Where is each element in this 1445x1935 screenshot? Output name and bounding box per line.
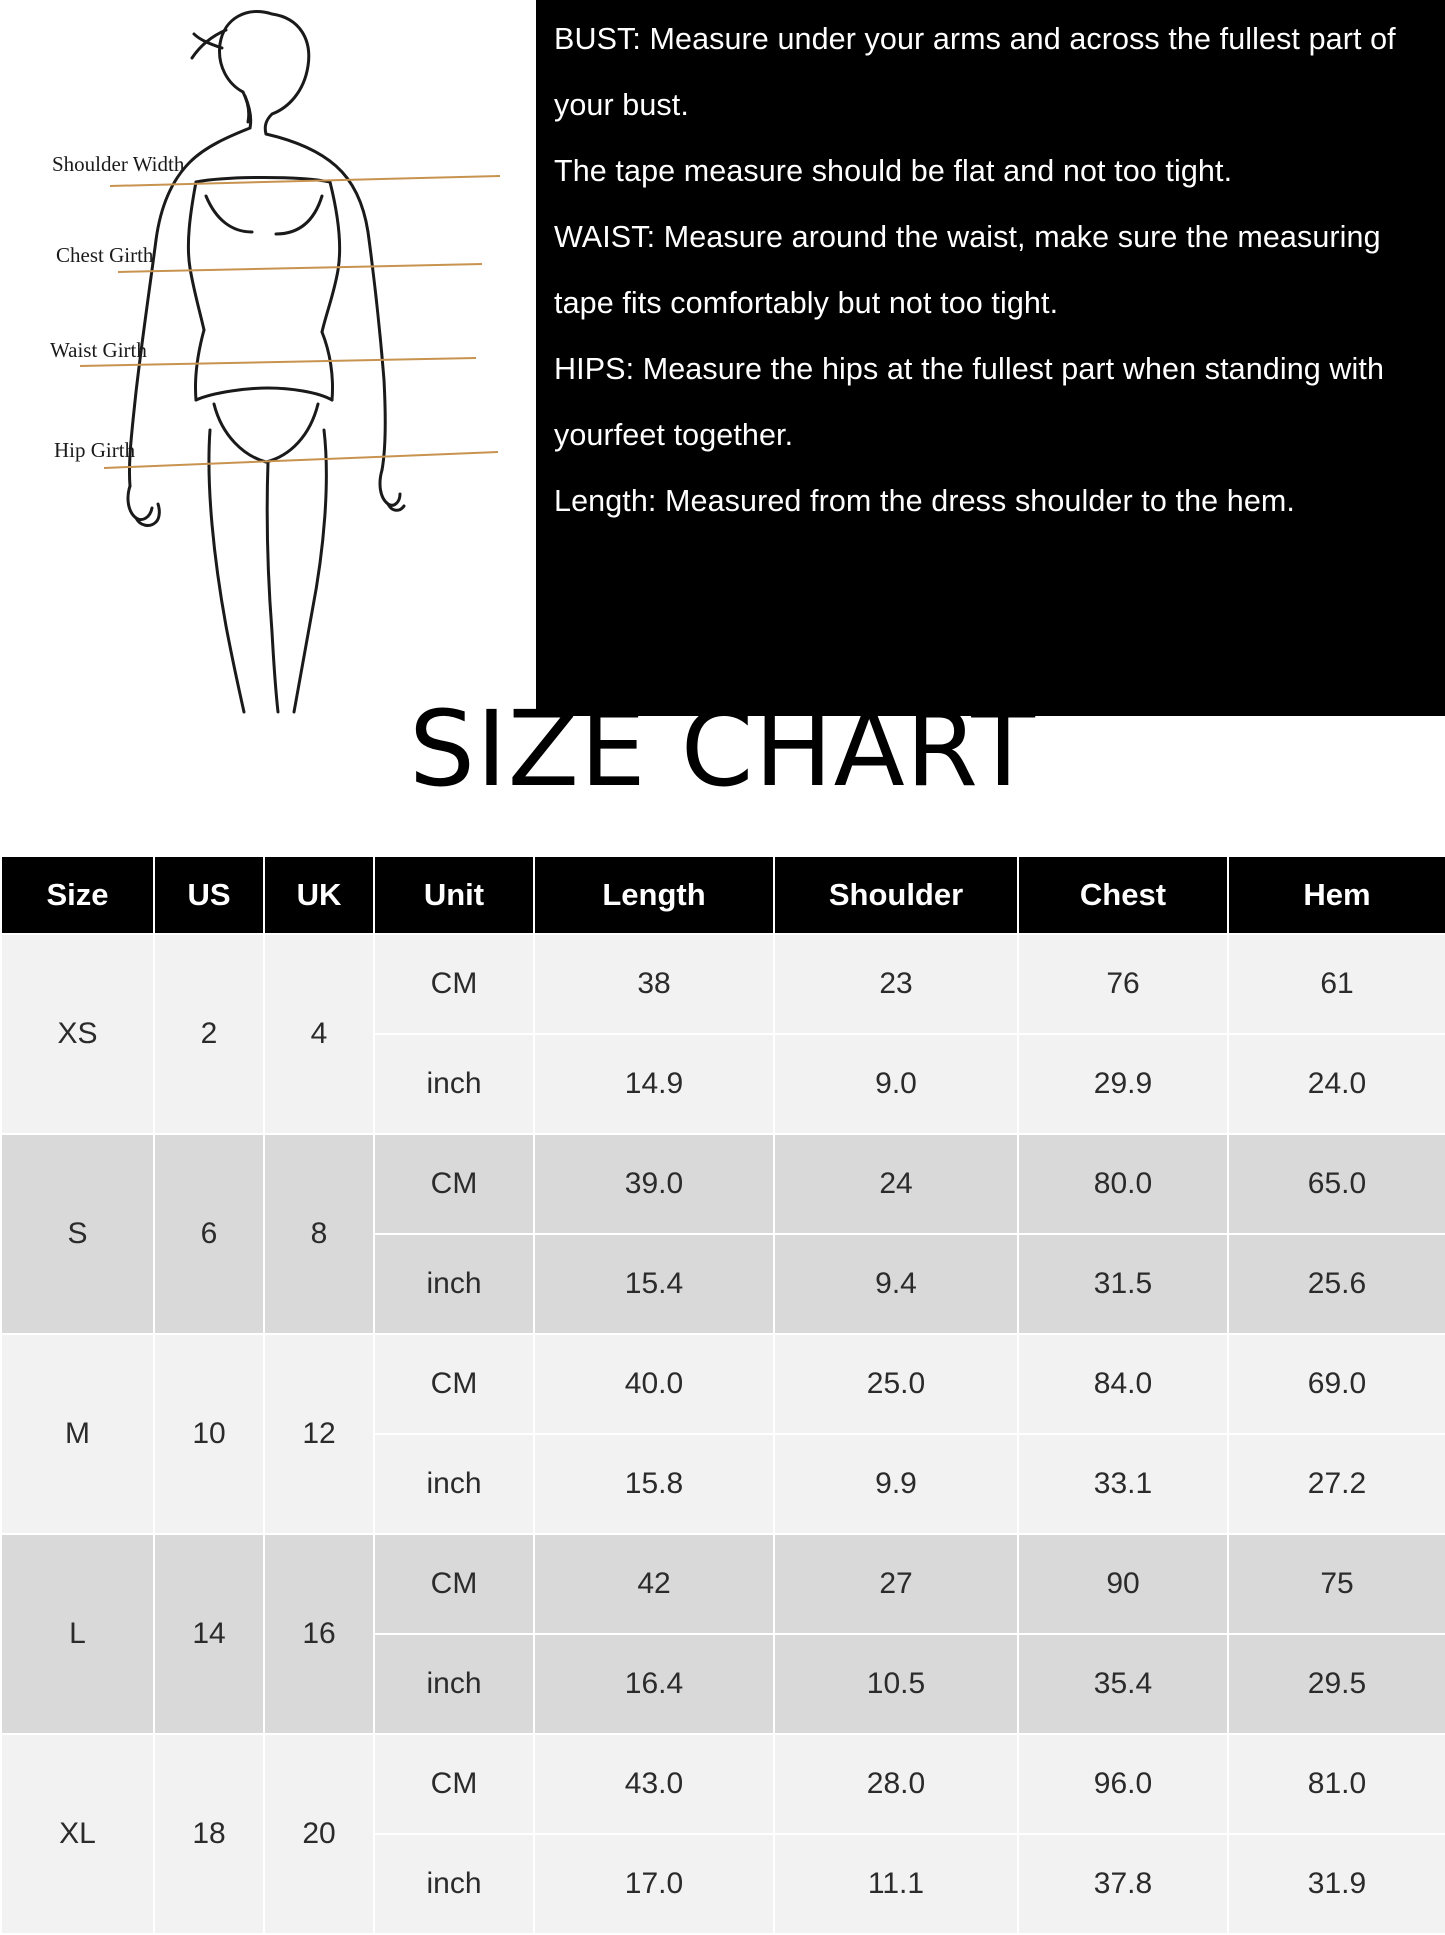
col-header-uk: UK [264,856,374,934]
cell-shoulder: 25.0 [774,1334,1018,1434]
cell-shoulder: 11.1 [774,1834,1018,1934]
cell-us: 14 [154,1534,264,1734]
instruction-waist: WAIST: Measure around the waist, make sure the measuring tape fits comfortably but not too tight. [554,220,1381,320]
instruction-bust: BUST: Measure under your arms and across the fullest part of your bust. [554,22,1396,122]
cell-hem: 69.0 [1228,1334,1445,1434]
table-row [1,934,1445,1034]
col-header-unit: Unit [374,856,534,934]
cell-shoulder: 23 [774,934,1018,1034]
cell-shoulder: 28.0 [774,1734,1018,1834]
cell-chest: 96.0 [1018,1734,1228,1834]
col-header-hem: Hem [1228,856,1445,934]
cell-hem: 27.2 [1228,1434,1445,1534]
cell-length: 15.4 [534,1234,774,1334]
cell-length: 40.0 [534,1334,774,1434]
cell-us: 18 [154,1734,264,1934]
cell-unit: CM [374,1134,534,1234]
cell-shoulder: 10.5 [774,1634,1018,1734]
cell-chest: 84.0 [1018,1334,1228,1434]
cell-uk: 16 [264,1534,374,1734]
cell-shoulder: 9.4 [774,1234,1018,1334]
table-row [1,1534,1445,1634]
label-hip-girth: Hip Girth [54,438,136,462]
cell-shoulder: 24 [774,1134,1018,1234]
hip-measure-line [104,452,498,468]
cell-hem: 75 [1228,1534,1445,1634]
cell-length: 43.0 [534,1734,774,1834]
cell-unit: CM [374,1334,534,1434]
cell-shoulder: 9.9 [774,1434,1018,1534]
cell-us: 10 [154,1334,264,1534]
col-header-length: Length [534,856,774,934]
female-body-outline-icon [0,0,536,716]
cell-uk: 20 [264,1734,374,1934]
col-header-chest: Chest [1018,856,1228,934]
cell-shoulder: 9.0 [774,1034,1018,1134]
size-chart-table [0,855,1445,1935]
body-measurement-figure [0,0,536,716]
cell-chest: 80.0 [1018,1134,1228,1234]
cell-size: XS [1,934,154,1134]
cell-unit: CM [374,1734,534,1834]
cell-size: M [1,1334,154,1534]
cell-length: 38 [534,934,774,1034]
cell-unit: inch [374,1834,534,1934]
cell-unit: inch [374,1034,534,1134]
cell-chest: 35.4 [1018,1634,1228,1734]
label-shoulder-width: Shoulder Width [52,152,185,176]
cell-length: 14.9 [534,1034,774,1134]
instruction-length: Length: Measured from the dress shoulder to the hem. [554,484,1295,518]
page-title: SIZE CHART [409,688,1036,810]
cell-size: XL [1,1734,154,1934]
cell-size: L [1,1534,154,1734]
cell-us: 2 [154,934,264,1134]
cell-chest: 90 [1018,1534,1228,1634]
measurement-instructions [536,0,1445,716]
top-section [0,0,1445,716]
instruction-hips: HIPS: Measure the hips at the fullest part when standing with yourfeet together. [554,352,1385,452]
cell-length: 39.0 [534,1134,774,1234]
cell-hem: 24.0 [1228,1034,1445,1134]
cell-uk: 4 [264,934,374,1134]
cell-hem: 81.0 [1228,1734,1445,1834]
cell-uk: 8 [264,1134,374,1334]
cell-unit: inch [374,1634,534,1734]
label-waist-girth: Waist Girth [50,338,147,362]
cell-chest: 33.1 [1018,1434,1228,1534]
cell-unit: inch [374,1234,534,1334]
cell-unit: CM [374,1534,534,1634]
col-header-us: US [154,856,264,934]
cell-unit: CM [374,934,534,1034]
table-header-row [1,856,1445,934]
table-row [1,1334,1445,1434]
cell-hem: 29.5 [1228,1634,1445,1734]
table-row [1,1734,1445,1834]
chest-measure-line [118,264,482,272]
cell-chest: 29.9 [1018,1034,1228,1134]
cell-length: 15.8 [534,1434,774,1534]
cell-shoulder: 27 [774,1534,1018,1634]
cell-chest: 37.8 [1018,1834,1228,1934]
cell-unit: inch [374,1434,534,1534]
measurement-lines [80,176,500,468]
label-chest-girth: Chest Girth [56,243,154,267]
cell-hem: 31.9 [1228,1834,1445,1934]
instruction-tape: The tape measure should be flat and not too tight. [554,154,1233,188]
col-header-size: Size [1,856,154,934]
cell-length: 42 [534,1534,774,1634]
table-row [1,1134,1445,1234]
cell-hem: 61 [1228,934,1445,1034]
cell-length: 16.4 [534,1634,774,1734]
col-header-shoulder: Shoulder [774,856,1018,934]
cell-us: 6 [154,1134,264,1334]
cell-length: 17.0 [534,1834,774,1934]
cell-hem: 25.6 [1228,1234,1445,1334]
size-chart-table-wrap [0,855,1445,1935]
cell-uk: 12 [264,1334,374,1534]
cell-hem: 65.0 [1228,1134,1445,1234]
cell-chest: 76 [1018,934,1228,1034]
cell-chest: 31.5 [1018,1234,1228,1334]
cell-size: S [1,1134,154,1334]
page-title-wrap [0,688,1445,810]
